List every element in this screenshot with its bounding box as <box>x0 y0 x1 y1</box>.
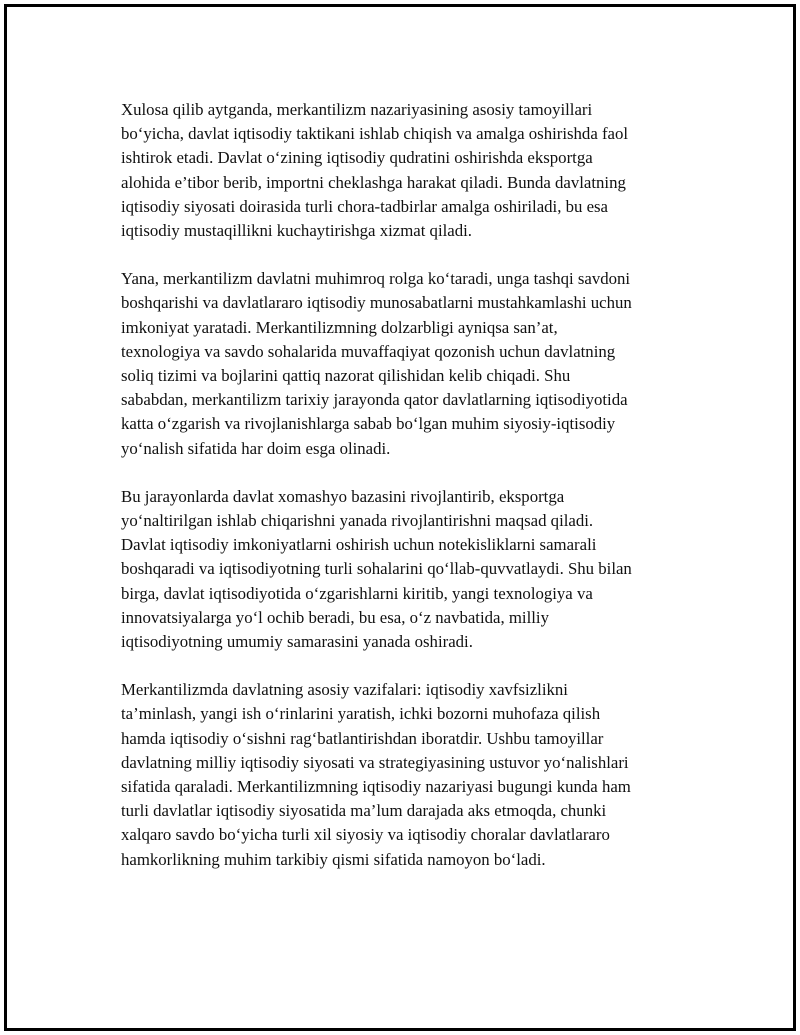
paragraph-3: Bu jarayonlarda davlat xomashyo bazasini rivojlantirib, eksportga yo‘naltirilgan ishlab chiqarishni yanada rivojlantirishni maqsad qiladi. Davlat iqtisodiy imkoniyatlarni oshirish uchun notekisliklarni samarali boshqaradi va iqtisodiyotning turli sohalarini qo‘llab-quvvatlaydi. Shu bilan birga, davlat iqtisodiyotida o‘zgarishlarni kiritib, yangi texnologiya va innovatsiyalarga yo‘l ochib beradi, bu esa, o‘z navbatida, milliy iqtisodiyotning umumiy samarasini yanada oshiradi. <box>121 486 632 652</box>
paragraph-4: Merkantilizmda davlatning asosiy vazifalari: iqtisodiy xavfsizlikni ta’minlash, yangi ish o‘rinlarini yaratish, ichki bozorni muhofaza qilish hamda iqtisodiy o‘sishni rag‘batlantirishdan iboratdir. Ushbu tamoyillar davlatning milliy iqtisodiy siyosati va strategiyasining ustuvor yo‘nalishlari sifatida qaraladi. Merkantilizmning iqtisodiy nazariyasi bugungi kunda ham turli davlatlar iqtisodiy siyosatida ma’lum darajada aks etmoqda, chunki xalqaro savdo bo‘yicha turli xil siyosiy va iqtisodiy choralar davlatlararo hamkorlikning muhim tarkibiy qismi sifatida namoyon bo‘ladi. <box>121 680 631 869</box>
document-body <box>121 98 691 896</box>
page-border <box>4 4 796 1031</box>
paragraph-1: Xulosa qilib aytganda, merkantilizm nazariyasining asosiy tamoyillari bo‘yicha, davlat iqtisodiy taktikani ishlab chiqish va amalga oshirishda faol ishtirok etadi. Davlat o‘zining iqtisodiy qudratini oshirishda eksportga alohida e’tibor berib, importni cheklashga harakat qiladi. Bunda davlatning iqtisodiy siyosati doirasida turli chora-tadbirlar amalga oshiriladi, bu esa iqtisodiy mustaqillikni kuchaytirishga xizmat qiladi. <box>121 100 629 241</box>
paragraph-2: Yana, merkantilizm davlatni muhimroq rolga ko‘taradi, unga tashqi savdoni boshqarishi va davlatlararo iqtisodiy munosabatlarni mustahkamlashi uchun imkoniyat yaratadi. Merkantilizmning dolzarbligi ayniqsa san’at, texnologiya va savdo sohalarida muvaffaqiyat qozonish uchun davlatning soliq tizimi va bojlarini qattiq nazorat qilishidan kelib chiqadi. Shu sababdan, merkantilizm tarixiy jarayonda qator davlatlarning iqtisodiyotida katta o‘zgarish va rivojlanishlarga sabab bo‘lgan muhim siyosiy-iqtisodiy yo‘nalish sifatida har doim esga olinadi. <box>121 269 632 458</box>
